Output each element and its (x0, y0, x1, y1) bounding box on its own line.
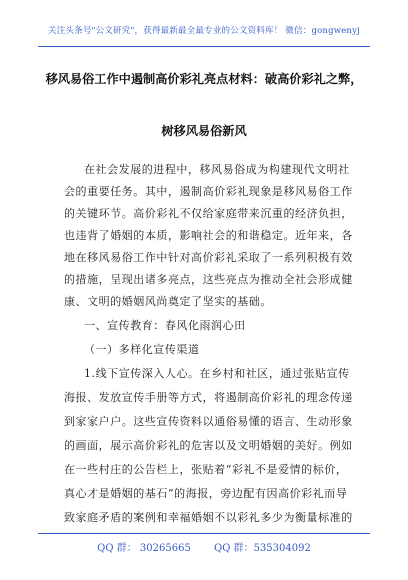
body-line: 1.线下宣传深入人心。在乡村和社区，通过张贴宣传 (84, 367, 350, 380)
header-rule (38, 46, 370, 47)
body-line: 的关键环节。高价彩礼不仅给家庭带来沉重的经济负担， (64, 207, 353, 220)
body-line: 致家庭矛盾的案例和幸福婚姻不以彩礼多少为衡量标准的 (64, 511, 353, 524)
page-footer (0, 533, 408, 573)
header-banner: 关注头条号"公文研究"，获得最新最全最专业的公文资料库！ 微信：gongwenyj (48, 26, 360, 36)
body-line: 到家家户户。这些宣传资料以通俗易懂的语言、生动形象 (64, 415, 353, 428)
section-heading: 一、宣传教育：春风化雨润心田 (84, 319, 246, 332)
page-header (0, 0, 408, 52)
body-line: 会的重要任务。其中，遏制高价彩礼现象是移风易俗工作 (64, 185, 353, 198)
body-line: 也违背了婚姻的本质，影响社会的和谐稳定。近年来，各 (64, 229, 353, 242)
footer-contacts (0, 539, 408, 554)
document-title-line-2: 树移风易俗新风 (161, 124, 247, 138)
body-line: 的画面，展示高价彩礼的危害以及文明婚姻的美好。例如 (64, 439, 353, 452)
body-line: 海报、发放宣传手册等方式，将遏制高价彩礼的理念传递 (64, 391, 353, 404)
footer-qq-group-2: QQ 群：535304092 (214, 543, 311, 554)
document-title-line-1: 移风易俗工作中遏制高价彩礼亮点材料：破高价彩礼之弊， (45, 72, 363, 86)
body-line: 地在移风易俗工作中针对高价彩礼采取了一系列积极有效 (64, 251, 353, 264)
body-line: 在一些村庄的公告栏上，张贴着“彩礼不是爱情的标价， (64, 463, 348, 476)
body-line: 在社会发展的进程中，移风易俗成为构建现代文明社 (84, 163, 350, 176)
body-line: 真心才是婚姻的基石”的海报，旁边配有因高价彩礼而导 (64, 487, 348, 500)
body-line: 康、文明的婚姻风尚奠定了坚实的基础。 (64, 295, 272, 308)
footer-rule (38, 533, 370, 534)
body-line: 的措施，呈现出诸多亮点，这些亮点为推动全社会形成健 (64, 273, 353, 286)
footer-qq-group-1: QQ 群： 30265665 (97, 543, 191, 554)
subsection-heading: （一）多样化宣传渠道 (84, 343, 200, 356)
